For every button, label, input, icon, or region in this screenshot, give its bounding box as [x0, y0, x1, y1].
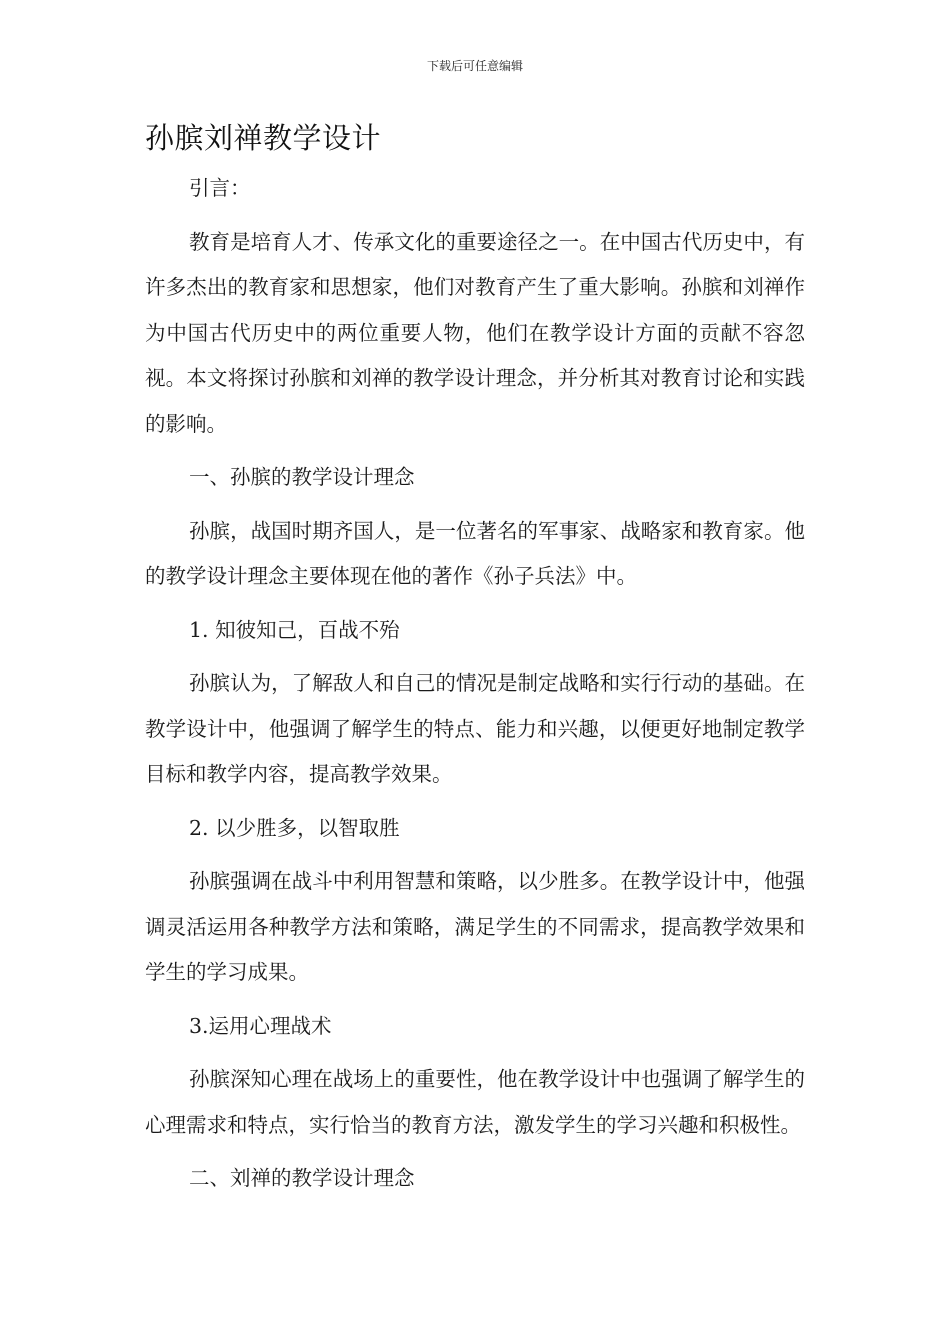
document-body	[145, 166, 805, 1210]
intro-label: 引言：	[189, 176, 251, 200]
point3-heading: 3.运用心理战术	[189, 1013, 332, 1038]
intro-paragraph: 教育是培育人才、传承文化的重要途径之一。在中国古代历史中，有许多杰出的教育家和思想家，他们对教育产生了重大影响。孙膑和刘禅作为中国古代历史中的两位重要人物，他们在教学设计方面的贡献不容忽视。本文将探讨孙膑和刘禅的教学设计理念，并分析其对教育讨论和实践的影响。	[145, 229, 805, 436]
section1-heading: 一、孙膑的教学设计理念	[189, 465, 415, 489]
header-note: 下载后可任意编辑	[426, 59, 523, 73]
section1-paragraph: 孙膑，战国时期齐国人，是一位著名的军事家、战略家和教育家。他的教学设计理念主要体现在他的著作《孙子兵法》中。	[145, 518, 805, 588]
point2-paragraph: 孙膑强调在战斗中利用智慧和策略，以少胜多。在教学设计中，他强调灵活运用各种教学方法和策略，满足学生的不同需求，提高教学效果和学生的学习成果。	[145, 869, 805, 984]
point1-paragraph: 孙膑认为，了解敌人和自己的情况是制定战略和实行行动的基础。在教学设计中，他强调了解学生的特点、能力和兴趣，以便更好地制定教学目标和教学内容，提高教学效果。	[145, 671, 805, 786]
document-title: 孙膑刘禅教学设计	[145, 121, 382, 155]
section2-heading: 二、刘禅的教学设计理念	[189, 1166, 415, 1190]
point3-paragraph: 孙膑深知心理在战场上的重要性，他在教学设计中也强调了解学生的心理需求和特点，实行恰当的教育方法，激发学生的学习兴趣和积极性。	[145, 1067, 805, 1137]
point1-heading: 1. 知彼知己，百战不殆	[189, 617, 400, 642]
point2-heading: 2. 以少胜多，以智取胜	[189, 815, 400, 840]
